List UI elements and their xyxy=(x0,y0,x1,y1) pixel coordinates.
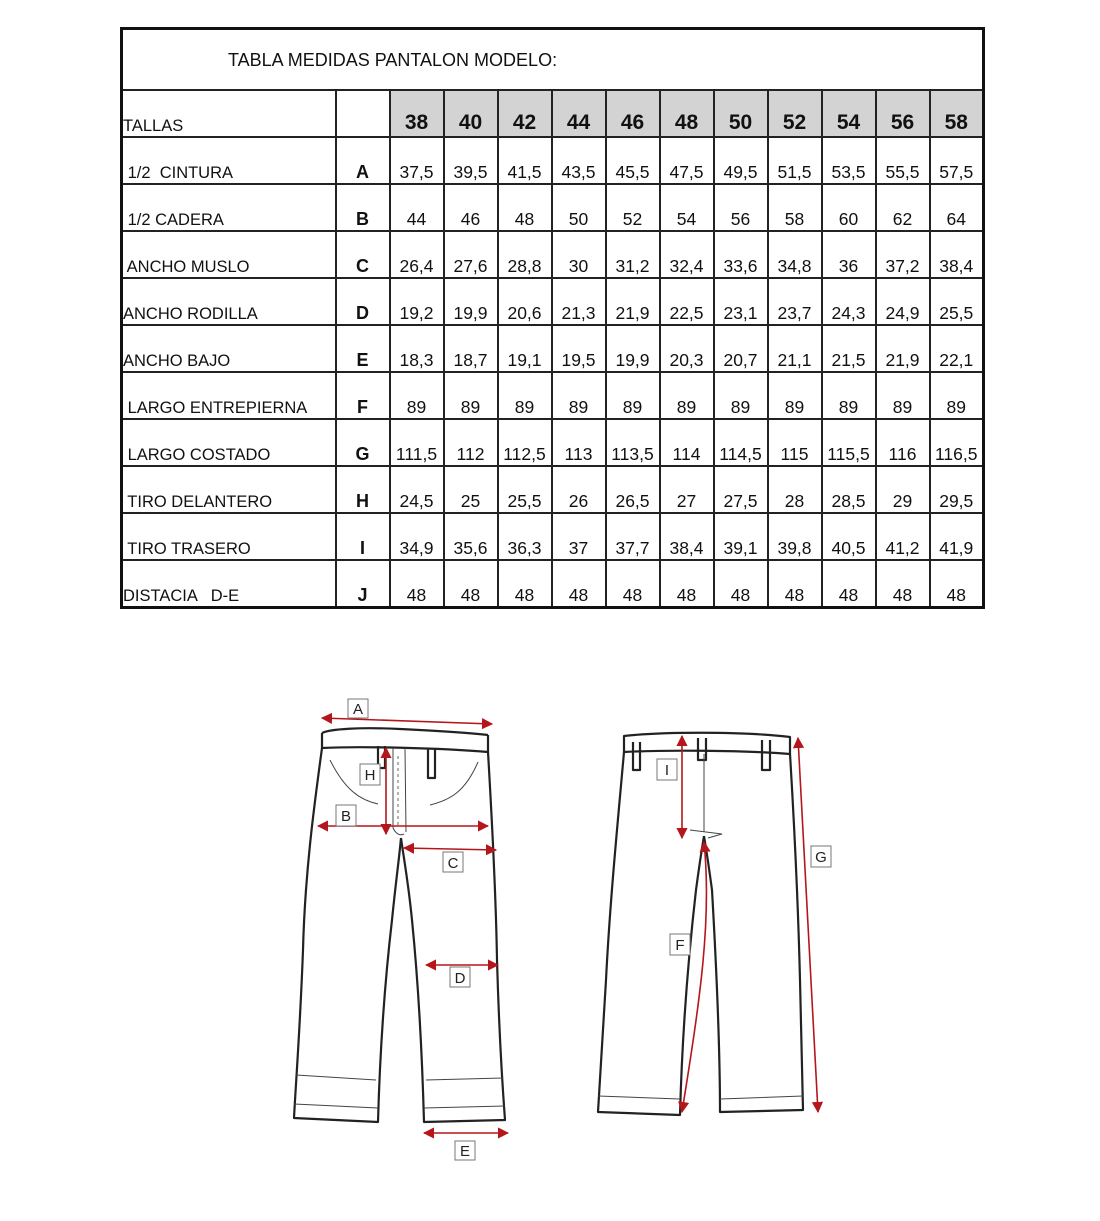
measurement-code: H xyxy=(336,466,390,513)
measurement-value: 113,5 xyxy=(606,419,660,466)
measurement-value: 53,5 xyxy=(822,137,876,184)
callout-g xyxy=(811,846,831,867)
measurement-value: 19,5 xyxy=(552,325,606,372)
measurement-value: 34,8 xyxy=(768,231,822,278)
measurement-label: DISTACIA D-E xyxy=(122,560,336,608)
measurement-value: 49,5 xyxy=(714,137,768,184)
measurement-label: 1/2 CADERA xyxy=(122,184,336,231)
measurement-value: 26 xyxy=(552,466,606,513)
callout-i xyxy=(657,759,677,780)
measurement-value: 47,5 xyxy=(660,137,714,184)
measurement-value: 19,9 xyxy=(444,278,498,325)
arrow-f xyxy=(682,842,707,1112)
measurement-value: 62 xyxy=(876,184,930,231)
measurement-value: 45,5 xyxy=(606,137,660,184)
callout-e-text: E xyxy=(459,1143,471,1160)
measurement-value: 39,5 xyxy=(444,137,498,184)
measurement-code: J xyxy=(336,560,390,608)
measurement-label: 1/2 CINTURA xyxy=(122,137,336,184)
measurement-value: 48 xyxy=(714,560,768,608)
size-header-cell: 38 xyxy=(390,90,444,137)
measurement-value: 48 xyxy=(768,560,822,608)
measurement-value: 37,2 xyxy=(876,231,930,278)
measurement-value: 48 xyxy=(822,560,876,608)
measurement-code: G xyxy=(336,419,390,466)
measurement-value: 20,7 xyxy=(714,325,768,372)
measurement-value: 89 xyxy=(390,372,444,419)
measurement-code: F xyxy=(336,372,390,419)
measurement-value: 89 xyxy=(660,372,714,419)
measurement-value: 57,5 xyxy=(930,137,984,184)
measurement-value: 115 xyxy=(768,419,822,466)
measurement-value: 89 xyxy=(552,372,606,419)
measurement-value: 48 xyxy=(660,560,714,608)
callout-b-text: B xyxy=(340,808,352,825)
measurement-value: 56 xyxy=(714,184,768,231)
measurement-value: 89 xyxy=(768,372,822,419)
arrow-c xyxy=(404,848,496,850)
callout-b xyxy=(336,805,356,826)
measurement-label: ANCHO BAJO xyxy=(122,325,336,372)
measurement-value: 44 xyxy=(390,184,444,231)
measurement-value: 18,7 xyxy=(444,325,498,372)
measurement-value: 39,8 xyxy=(768,513,822,560)
measurement-value: 22,1 xyxy=(930,325,984,372)
measurement-value: 116 xyxy=(876,419,930,466)
measurement-value: 21,9 xyxy=(606,278,660,325)
measurement-code: I xyxy=(336,513,390,560)
callout-d-text: D xyxy=(454,970,466,987)
measurement-value: 48 xyxy=(552,560,606,608)
callout-a xyxy=(348,699,368,718)
measurement-value: 24,5 xyxy=(390,466,444,513)
measurement-value: 113 xyxy=(552,419,606,466)
measurement-value: 116,5 xyxy=(930,419,984,466)
measurement-value: 39,1 xyxy=(714,513,768,560)
measurement-code: B xyxy=(336,184,390,231)
measurement-value: 21,9 xyxy=(876,325,930,372)
measurement-code: A xyxy=(336,137,390,184)
measurement-value: 25,5 xyxy=(930,278,984,325)
measurement-value: 24,3 xyxy=(822,278,876,325)
back-pants-drawing xyxy=(598,733,803,1115)
measurement-code: E xyxy=(336,325,390,372)
size-header-cell: 52 xyxy=(768,90,822,137)
measurement-label: ANCHO MUSLO xyxy=(122,231,336,278)
measurement-value: 25,5 xyxy=(498,466,552,513)
measurement-value: 37,5 xyxy=(390,137,444,184)
callout-c-text: C xyxy=(447,855,459,872)
measurement-value: 48 xyxy=(498,184,552,231)
measurement-value: 28 xyxy=(768,466,822,513)
measurement-value: 35,6 xyxy=(444,513,498,560)
measurement-code: C xyxy=(336,231,390,278)
size-header-cell: 48 xyxy=(660,90,714,137)
measurement-value: 89 xyxy=(498,372,552,419)
measurement-value: 37 xyxy=(552,513,606,560)
measurement-value: 23,7 xyxy=(768,278,822,325)
measurement-value: 28,5 xyxy=(822,466,876,513)
measurement-value: 48 xyxy=(390,560,444,608)
measurement-value: 21,3 xyxy=(552,278,606,325)
callout-h xyxy=(360,764,380,785)
measurement-value: 38,4 xyxy=(930,231,984,278)
size-header-cell: 56 xyxy=(876,90,930,137)
callout-c xyxy=(443,852,463,872)
measurement-value: 48 xyxy=(876,560,930,608)
measurement-label: TIRO TRASERO xyxy=(122,513,336,560)
callout-f xyxy=(670,934,690,955)
measurement-value: 48 xyxy=(444,560,498,608)
measurement-code: D xyxy=(336,278,390,325)
measurement-value: 48 xyxy=(930,560,984,608)
measurement-label: LARGO COSTADO xyxy=(122,419,336,466)
size-header-cell: 46 xyxy=(606,90,660,137)
measurement-value: 19,9 xyxy=(606,325,660,372)
measurement-value: 115,5 xyxy=(822,419,876,466)
measurement-label: LARGO ENTREPIERNA xyxy=(122,372,336,419)
measurement-value: 26,5 xyxy=(606,466,660,513)
measurement-value: 26,4 xyxy=(390,231,444,278)
measurement-value: 48 xyxy=(606,560,660,608)
measurement-value: 36,3 xyxy=(498,513,552,560)
callout-h-text: H xyxy=(364,767,376,784)
size-header-cell: 58 xyxy=(930,90,984,137)
measurement-label: ANCHO RODILLA xyxy=(122,278,336,325)
measurement-value: 33,6 xyxy=(714,231,768,278)
measurement-value: 54 xyxy=(660,184,714,231)
measurement-label: TIRO DELANTERO xyxy=(122,466,336,513)
measurement-value: 89 xyxy=(444,372,498,419)
measurement-value: 34,9 xyxy=(390,513,444,560)
size-header-cell: 42 xyxy=(498,90,552,137)
measurement-value: 20,6 xyxy=(498,278,552,325)
callout-a-text: A xyxy=(352,701,364,718)
size-header-cell: 54 xyxy=(822,90,876,137)
measurement-value: 37,7 xyxy=(606,513,660,560)
measurement-value: 89 xyxy=(606,372,660,419)
size-header-cell: 50 xyxy=(714,90,768,137)
callout-e xyxy=(455,1141,475,1160)
measurement-value: 27,5 xyxy=(714,466,768,513)
callout-f-text: F xyxy=(675,937,685,954)
measurement-value: 43,5 xyxy=(552,137,606,184)
measurement-value: 23,1 xyxy=(714,278,768,325)
measurement-value: 21,1 xyxy=(768,325,822,372)
measurement-value: 18,3 xyxy=(390,325,444,372)
table-title: TABLA MEDIDAS PANTALON MODELO: xyxy=(122,29,984,91)
measurement-value: 64 xyxy=(930,184,984,231)
measurement-value: 32,4 xyxy=(660,231,714,278)
measurement-value: 89 xyxy=(822,372,876,419)
measurement-value: 41,9 xyxy=(930,513,984,560)
measurement-value: 29,5 xyxy=(930,466,984,513)
measurement-value: 24,9 xyxy=(876,278,930,325)
arrow-a xyxy=(322,718,492,724)
size-header-cell: 40 xyxy=(444,90,498,137)
measurement-value: 27,6 xyxy=(444,231,498,278)
measurement-value: 21,5 xyxy=(822,325,876,372)
measurement-value: 27 xyxy=(660,466,714,513)
measurement-value: 114 xyxy=(660,419,714,466)
measurement-value: 114,5 xyxy=(714,419,768,466)
measurement-value: 112 xyxy=(444,419,498,466)
measurement-value: 55,5 xyxy=(876,137,930,184)
measurement-value: 19,2 xyxy=(390,278,444,325)
callout-i-text: I xyxy=(664,762,670,779)
measurement-value: 48 xyxy=(498,560,552,608)
measurement-value: 89 xyxy=(714,372,768,419)
measurement-value: 50 xyxy=(552,184,606,231)
callout-d xyxy=(450,967,470,987)
measurement-value: 36 xyxy=(822,231,876,278)
measurement-value: 30 xyxy=(552,231,606,278)
measurement-value: 89 xyxy=(876,372,930,419)
front-pants-drawing xyxy=(294,728,505,1122)
measurement-value: 41,2 xyxy=(876,513,930,560)
sizes-label: TALLAS xyxy=(122,90,336,137)
callout-g-text: G xyxy=(815,849,827,866)
measurement-value: 52 xyxy=(606,184,660,231)
measurement-value: 51,5 xyxy=(768,137,822,184)
measurement-value: 58 xyxy=(768,184,822,231)
measurement-value: 38,4 xyxy=(660,513,714,560)
measurement-value: 40,5 xyxy=(822,513,876,560)
measurement-value: 25 xyxy=(444,466,498,513)
measurement-value: 41,5 xyxy=(498,137,552,184)
measurement-value: 29 xyxy=(876,466,930,513)
measurement-value: 46 xyxy=(444,184,498,231)
measurement-value: 31,2 xyxy=(606,231,660,278)
measurement-value: 89 xyxy=(930,372,984,419)
measurement-value: 112,5 xyxy=(498,419,552,466)
measurement-value: 22,5 xyxy=(660,278,714,325)
size-header-cell: 44 xyxy=(552,90,606,137)
measurement-value: 28,8 xyxy=(498,231,552,278)
measurement-value: 60 xyxy=(822,184,876,231)
measurement-value: 20,3 xyxy=(660,325,714,372)
measurement-value: 111,5 xyxy=(390,419,444,466)
measurement-value: 19,1 xyxy=(498,325,552,372)
